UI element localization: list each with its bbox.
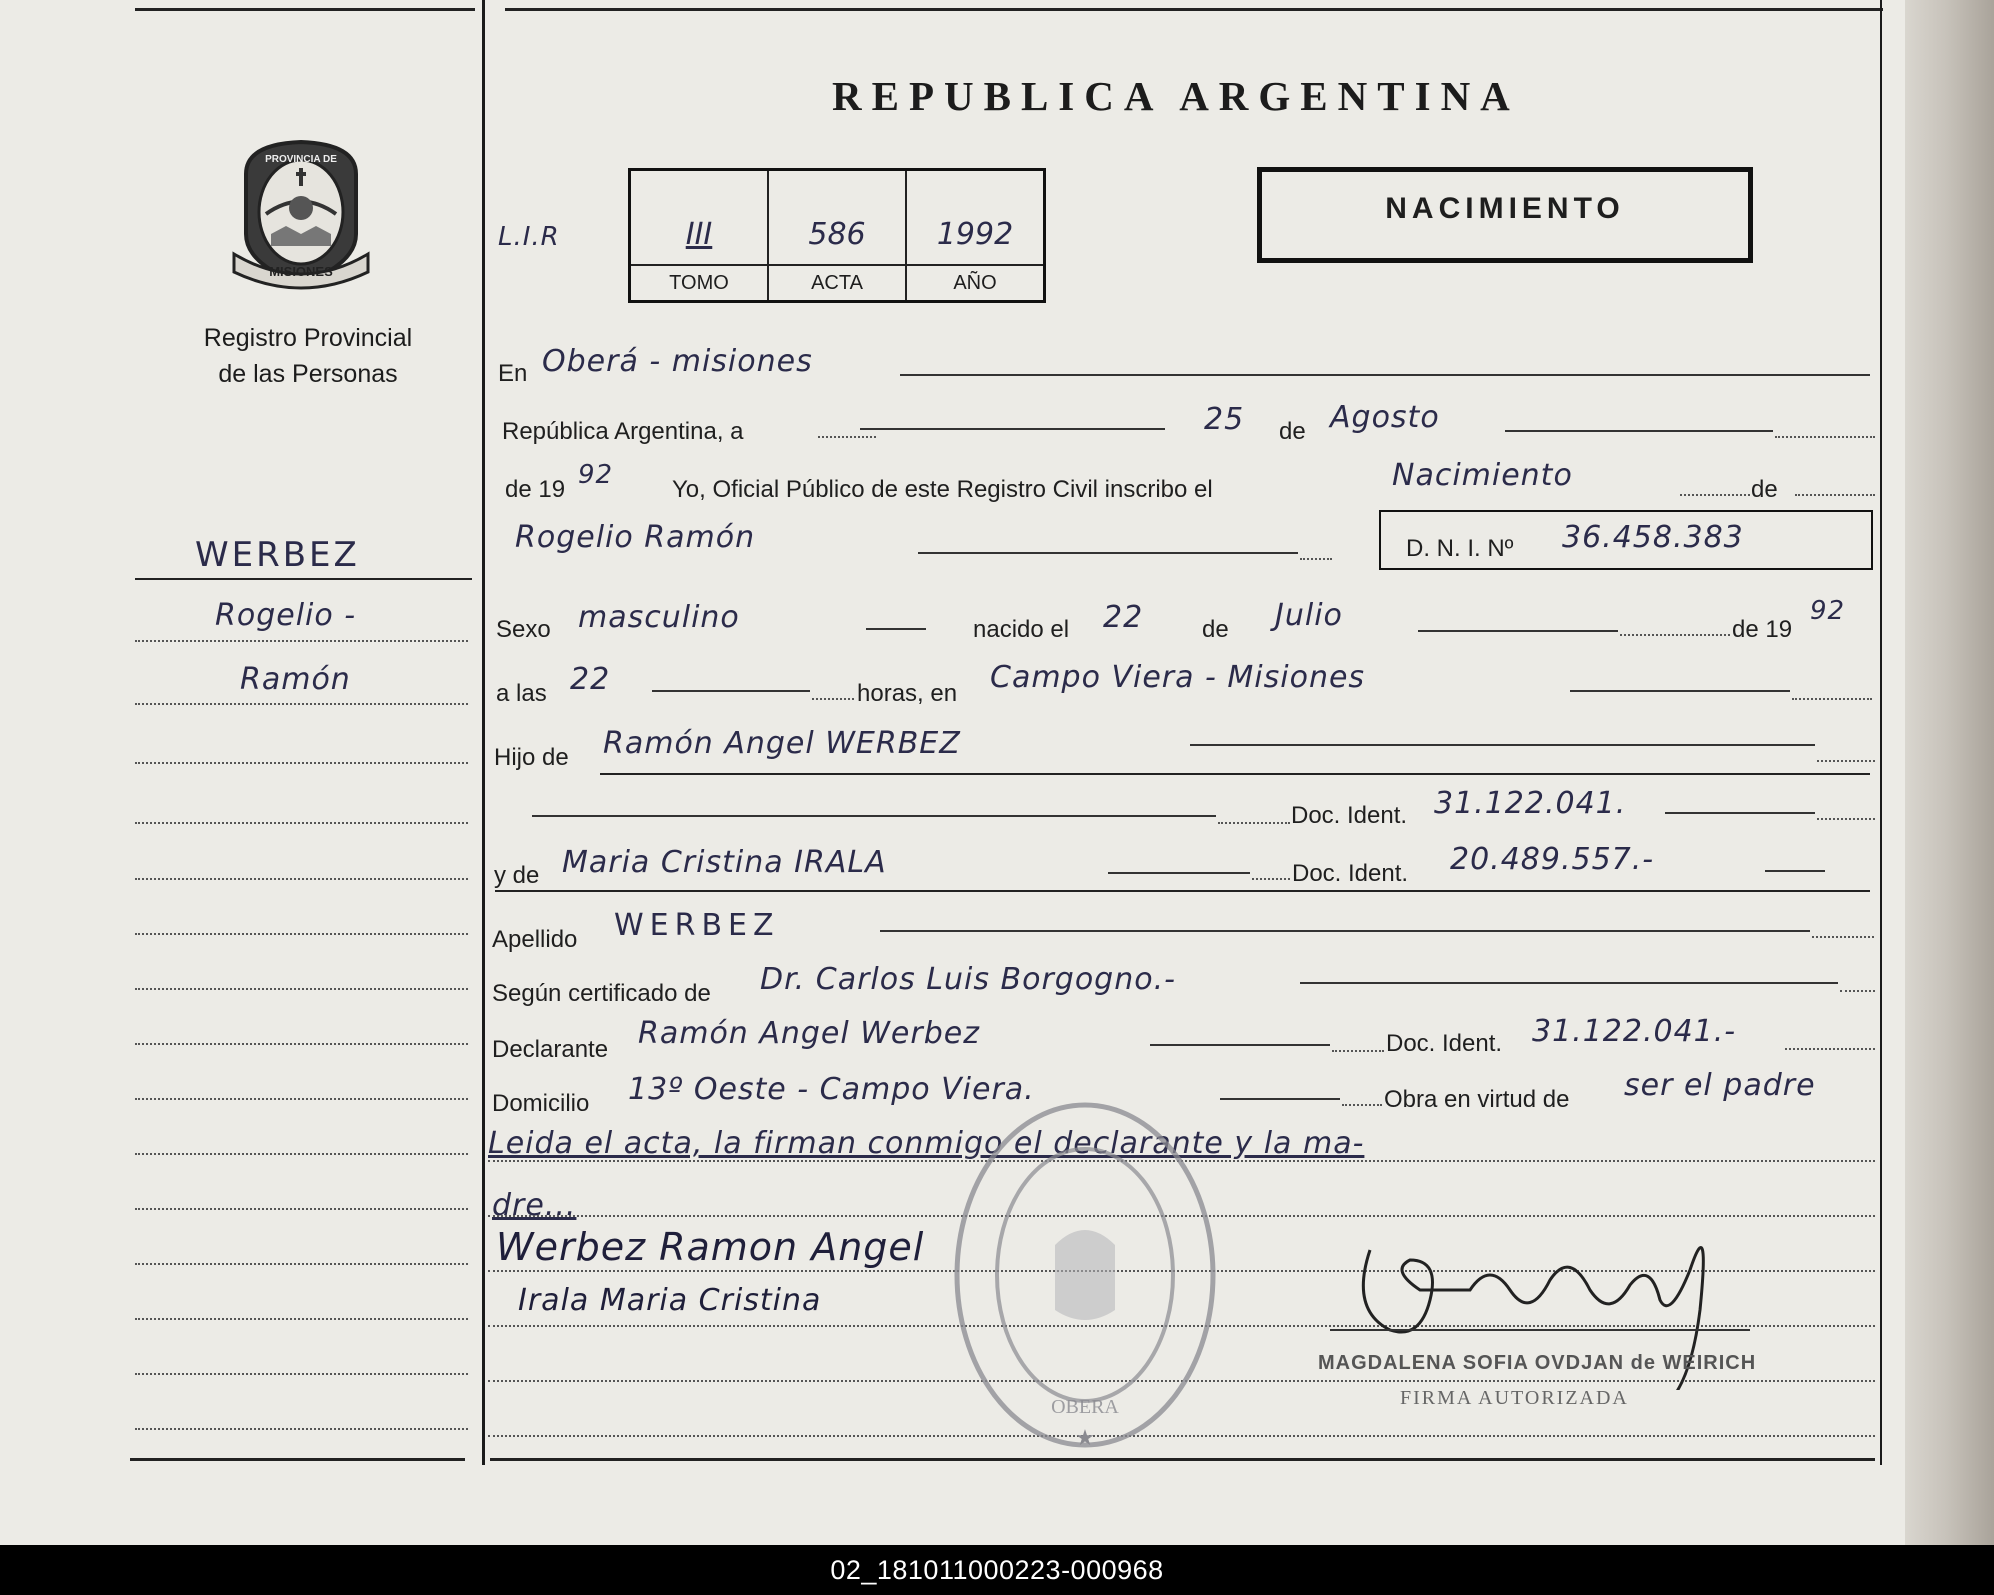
svg-text:★: ★ [1075, 1425, 1095, 1450]
rule [495, 890, 1870, 892]
margin-surname: WERBEZ [195, 535, 360, 575]
entry-birth-day: 22 [1103, 600, 1144, 635]
tomo-value: III [685, 217, 713, 252]
label-sexo: Sexo [496, 616, 551, 643]
fill-dots [1620, 634, 1730, 636]
margin-given-name-2: Ramón [240, 662, 351, 697]
ano-value: 1992 [936, 217, 1014, 252]
official-title: FIRMA AUTORIZADA [1400, 1387, 1629, 1409]
record-numbers-box [628, 168, 1046, 303]
label-de-19b: de 19 [1732, 616, 1793, 643]
label-horas-en: horas, en [857, 680, 958, 707]
fill-line [866, 628, 926, 630]
fill-dots [1817, 760, 1875, 762]
entry-mother: Maria Cristina IRALA [562, 845, 887, 880]
margin-line [135, 640, 468, 642]
label-dni: D. N. I. Nº [1406, 535, 1514, 562]
margin-line [135, 822, 468, 824]
ano-label: AÑO [907, 264, 1043, 300]
entry-mother-doc: 20.489.557.- [1450, 842, 1655, 877]
margin-rule-top [135, 578, 472, 580]
fill-dots [1332, 1050, 1384, 1052]
entry-declarant: Ramón Angel Werbez [638, 1016, 980, 1051]
margin-bottom-rule [130, 1458, 465, 1461]
fill-line [1220, 1098, 1340, 1100]
label-en: En [498, 360, 528, 387]
fill-dots [1785, 1048, 1875, 1050]
label-segun: Según certificado de [492, 980, 711, 1007]
tomo-label: TOMO [631, 264, 767, 300]
margin-line [135, 1428, 468, 1430]
margin-line [135, 1098, 468, 1100]
label-republica: República Argentina, a [502, 418, 744, 445]
fill-dots [812, 698, 854, 700]
margin-given-name-1: Rogelio - [215, 598, 357, 633]
rule [600, 773, 1870, 775]
entry-father: Ramón Angel WERBEZ [603, 726, 961, 761]
registry-name [168, 320, 448, 392]
acta-value: 586 [808, 217, 866, 252]
fill-dots [1792, 698, 1872, 700]
label-de-2: de [1751, 476, 1778, 503]
entry-year-suffix: 92 [578, 460, 614, 490]
fill-dots [1300, 558, 1332, 560]
registry-name-line1: Registro Provincial [203, 324, 413, 352]
margin-line [135, 703, 468, 705]
fill-line [900, 374, 1870, 376]
margin-line [135, 1208, 468, 1210]
country-title: REPUBLICA ARGENTINA [832, 73, 1520, 119]
entry-address: 13º Oeste - Campo Viera. [628, 1072, 1035, 1107]
entry-day: 25 [1204, 402, 1245, 437]
label-apellido: Apellido [492, 926, 578, 953]
declarant-signature: Werbez Ramon Angel [496, 1225, 925, 1269]
entry-sex: masculino [578, 600, 740, 635]
label-declarante: Declarante [492, 1036, 609, 1063]
scan-id: 02_181011000223-000968 [830, 1555, 1164, 1585]
label-doc-ident-declarant: Doc. Ident. [1386, 1030, 1503, 1057]
margin-line [135, 933, 468, 935]
fill-dots [1795, 494, 1875, 496]
margin-line [135, 1263, 468, 1265]
entry-child-name: Rogelio Ramón [515, 520, 756, 555]
label-hijo-de: Hijo de [494, 744, 569, 771]
margin-line [135, 1318, 468, 1320]
scan-id-bar [0, 1545, 1994, 1595]
label-doc-ident-father: Doc. Ident. [1291, 802, 1408, 829]
margin-line [135, 878, 468, 880]
acta-cell [769, 171, 907, 300]
fill-dots [1218, 822, 1290, 824]
entry-capacity: ser el padre [1624, 1068, 1816, 1103]
fill-line [1108, 872, 1250, 874]
crest-top-text: PROVINCIA DE [265, 154, 337, 165]
bottom-rule [490, 1458, 1875, 1461]
fill-line [1190, 744, 1815, 746]
label-obra: Obra en virtud de [1384, 1086, 1570, 1113]
entry-birth-place: Campo Viera - Misiones [990, 660, 1366, 695]
entry-place: Oberá - misiones [542, 344, 813, 379]
fill-line [1505, 430, 1773, 432]
crest-bottom-text: MISIONES [269, 264, 333, 279]
entry-father-doc: 31.122.041. [1434, 786, 1627, 821]
label-nacido-el: nacido el [973, 616, 1070, 643]
record-prefix: L.I.R [498, 222, 560, 252]
margin-line [135, 1373, 468, 1375]
acta-label: ACTA [769, 264, 905, 300]
entry-certificate-by: Dr. Carlos Luis Borgogno.- [760, 962, 1176, 997]
mother-signature: Irala Maria Cristina [518, 1283, 822, 1318]
fill-dots [1342, 1104, 1382, 1106]
entry-month: Agosto [1330, 400, 1440, 435]
right-border [1880, 0, 1882, 1465]
label-de-3: de [1202, 616, 1229, 643]
tomo-cell [631, 171, 769, 300]
fill-line [1418, 630, 1618, 632]
provincia-de-misiones-crest-icon [226, 134, 376, 294]
ano-cell [907, 171, 1043, 300]
entry-closing-line1: Leida el acta, la firman conmigo el declarante y la ma- [488, 1126, 1365, 1161]
margin-line [135, 1043, 468, 1045]
stamp-bottom-text: OBERA [1051, 1396, 1119, 1418]
entry-dni-number: 36.458.383 [1562, 520, 1744, 555]
registry-seal-stamp-icon [945, 1095, 1225, 1455]
fill-dots [818, 436, 876, 438]
fill-dots [1775, 436, 1875, 438]
fill-dots [1680, 494, 1750, 496]
fill-line [1300, 982, 1838, 984]
label-de-19: de 19 [505, 476, 566, 503]
fill-line [918, 552, 1298, 554]
fill-dots [1817, 818, 1875, 820]
label-yo-oficial: Yo, Oficial Público de este Registro Civil inscribo el [672, 476, 1213, 503]
fill-dots [1252, 878, 1290, 880]
entry-birth-month: Julio [1275, 598, 1343, 633]
margin-line [135, 988, 468, 990]
fill-line [1570, 690, 1790, 692]
official-name: MAGDALENA SOFIA OVDJAN de WEIRICH [1318, 1352, 1757, 1374]
fill-line [652, 690, 810, 692]
top-border-left [135, 8, 475, 11]
fill-line [532, 815, 1216, 817]
entry-act-kind: Nacimiento [1392, 458, 1573, 493]
column-divider [482, 0, 485, 1465]
margin-line [135, 1153, 468, 1155]
declarant-signatures [488, 1225, 968, 1335]
entry-birth-year-suffix: 92 [1810, 596, 1846, 626]
label-domicilio: Domicilio [492, 1090, 590, 1117]
fill-dots [1840, 990, 1875, 992]
act-type-box: NACIMIENTO [1257, 167, 1753, 263]
top-border-right [505, 8, 1883, 11]
entry-birth-hour: 22 [570, 662, 611, 697]
fill-line [1665, 812, 1815, 814]
entry-surname: WERBEZ [614, 908, 780, 943]
label-y-de: y de [494, 862, 540, 889]
fill-line [1765, 870, 1825, 872]
label-de: de [1279, 418, 1306, 445]
entry-declarant-doc: 31.122.041.- [1532, 1014, 1737, 1049]
label-doc-ident-mother: Doc. Ident. [1292, 860, 1409, 887]
label-a-las: a las [496, 680, 547, 707]
fill-line [1150, 1044, 1330, 1046]
fill-line [880, 930, 1810, 932]
entry-closing-line2: dre... [492, 1188, 577, 1223]
registry-name-line2: de las Personas [218, 360, 398, 388]
book-page-edge [1905, 0, 1994, 1545]
margin-line [135, 762, 468, 764]
fill-line [860, 428, 1165, 430]
fill-dots [1812, 936, 1874, 938]
